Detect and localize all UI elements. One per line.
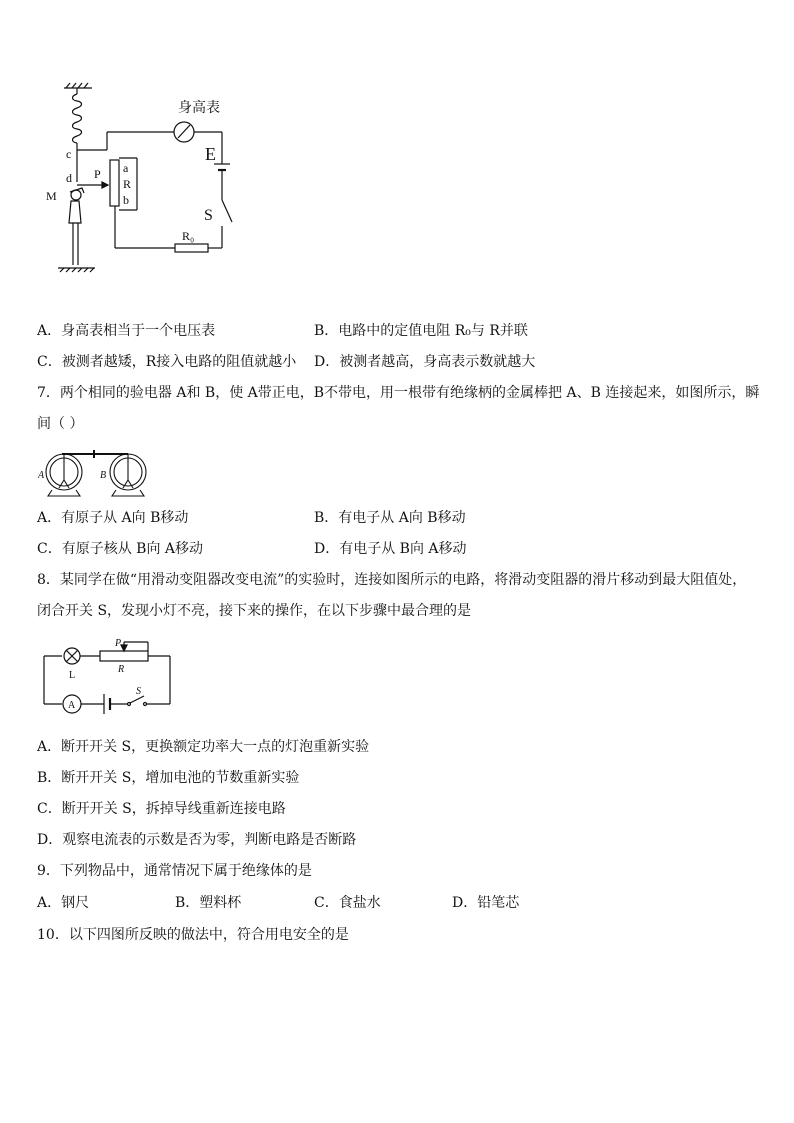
ammeter-label-a: A [68,700,76,711]
label-b: b [123,193,129,207]
q8-stem-line2: 闭合开关 S，发现小灯不亮，接下来的操作，在以下步骤中最合理的是 [37,603,472,619]
rheostat-label-p: P [115,638,122,649]
q9-option-d: D．铅笔芯 [452,895,520,911]
label-c: c [66,147,72,161]
q10-stem: 10．以下四图所反映的做法中，符合用电安全的是 [37,927,349,943]
q8-stem-line1: 8．某同学在做“用滑动变阻器改变电流”的实验时，连接如图所示的电路，将滑动变阻器的滑片移动到最大阻值处， [37,572,747,588]
q9-option-a: A．钢尺 [37,895,90,911]
q6-option-d: D．被测者越高，身高表示数就越大 [314,354,536,370]
electroscope-label-b: B [100,470,107,481]
label-R0: R₀ [182,229,195,243]
switch-label: S [204,207,213,224]
q7-option-b: B．有电子从 A向 B移动 [314,510,466,526]
q8-option-b: B．断开开关 S，增加电池的节数重新实验 [37,770,300,786]
q9-option-b: B．塑料杯 [175,895,242,911]
label-d: d [66,171,72,185]
q7-stem-line2: 间（ ） [37,416,84,432]
battery-label: E [205,144,216,164]
q7-option-a: A．有原子从 A向 B移动 [37,510,189,526]
lamp-label-l: L [69,670,76,681]
q9-option-c: C．食盐水 [314,895,381,911]
q8-option-c: C．断开开关 S，拆掉导线重新连接电路 [37,801,286,817]
q7-option-d: D．有电子从 B向 A移动 [314,541,467,557]
q9-stem: 9．下列物品中，通常情况下属于绝缘体的是 [37,863,312,879]
q6-option-a: A．身高表相当于一个电压表 [37,323,216,339]
rheostat-label-r: R [118,664,125,675]
label-a: a [123,161,129,175]
rheostat-circuit-figure [40,636,175,718]
label-M: M [46,189,57,203]
meter-label: 身高表 [178,101,220,116]
switch-label-s: S [136,686,141,697]
label-R: R [123,177,132,191]
q6-option-c: C．被测者越矮，R接入电路的阻值就越小 [37,354,297,370]
q7-option-c: C．有原子核从 B向 A移动 [37,541,204,557]
electroscope-label-a: A [38,470,45,481]
q6-option-b: B．电路中的定值电阻 R₀与 R并联 [314,323,528,339]
q7-stem-line1: 7．两个相同的验电器 A和 B，使 A带正电，B不带电，用一根带有绝缘柄的金属棒把 A、B 连接起来，如图所示，瞬 [37,385,760,401]
q8-option-d: D．观察电流表的示数是否为零，判断电路是否断路 [37,832,357,848]
electroscope-figure [38,446,158,498]
height-meter-circuit-figure [40,80,250,280]
label-P: P [94,167,101,181]
q8-option-a: A．断开开关 S，更换额定功率大一点的灯泡重新实验 [37,739,370,755]
